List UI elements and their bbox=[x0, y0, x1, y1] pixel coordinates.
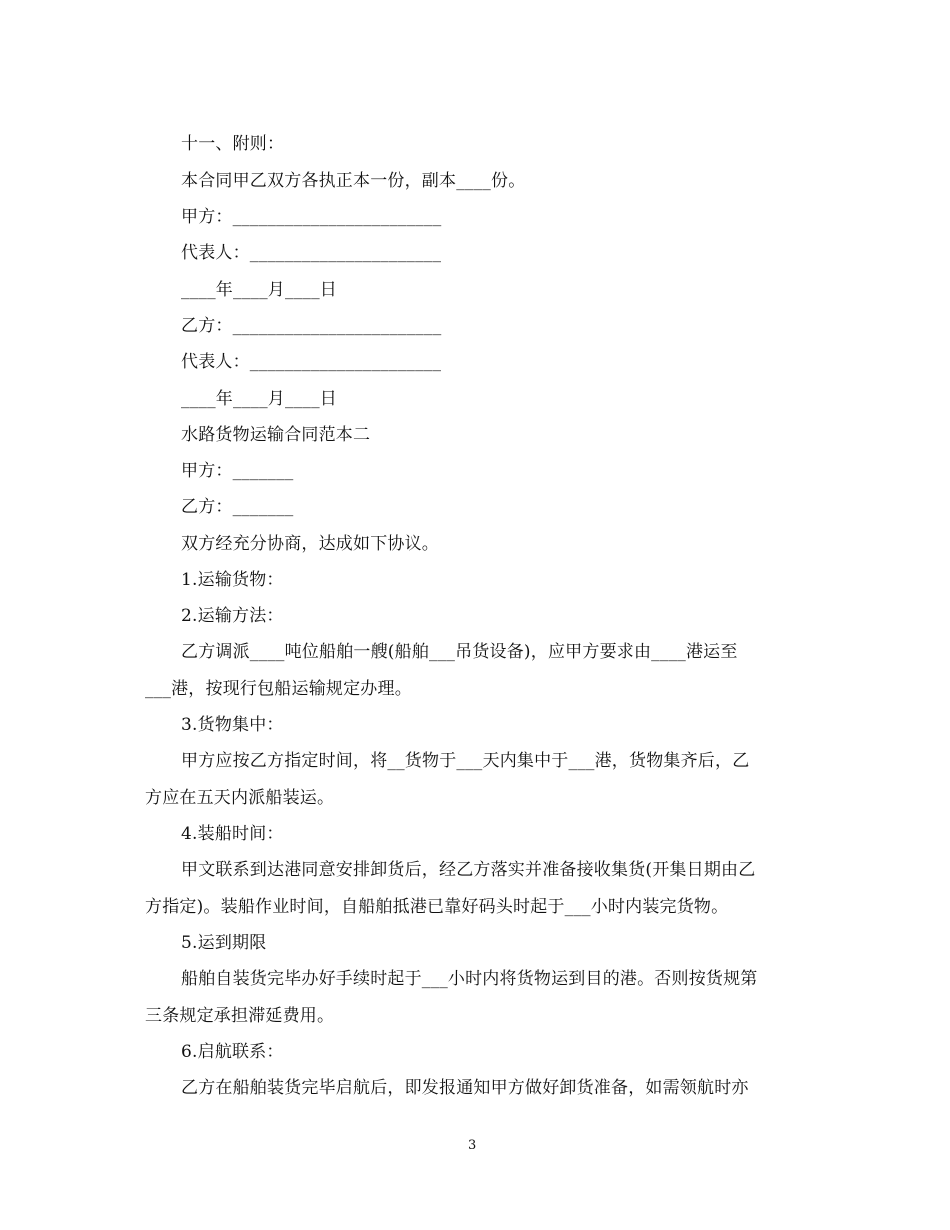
agreement-intro: 双方经充分协商，达成如下协议。 bbox=[181, 534, 439, 554]
party-a-signature-line: 甲方：________________________ bbox=[181, 207, 442, 227]
contract-template-title: 水路货物运输合同范本二 bbox=[181, 425, 371, 445]
goods-collection-paragraph-line: 甲方应按乙方指定时间，将__货物于___天内集中于___港，货物集齐后，乙 bbox=[181, 751, 750, 771]
clause-heading-departure-contact: 6.启航联系： bbox=[181, 1042, 284, 1062]
clause-heading-transport-method: 2.运输方法： bbox=[181, 606, 284, 626]
party-a-field: 甲方：_______ bbox=[181, 461, 294, 481]
page-number: 3 bbox=[468, 1138, 477, 1153]
loading-time-paragraph-line: 方指定)。装船作业时间，自船舶抵港已靠好码头时起于___小时内装完货物。 bbox=[145, 897, 729, 917]
loading-time-paragraph-line: 甲文联系到达港同意安排卸货后，经乙方落实并准备接收集货(开集日期由乙 bbox=[181, 860, 756, 880]
party-b-signature-line: 乙方：________________________ bbox=[181, 316, 442, 336]
copies-clause: 本合同甲乙双方各执正本一份，副本____份。 bbox=[181, 171, 526, 191]
clause-heading-goods-collection: 3.货物集中： bbox=[181, 715, 284, 735]
clause-heading-transported-goods: 1.运输货物： bbox=[181, 570, 284, 590]
transport-method-paragraph-line: 乙方调派____吨位船舶一艘(船舶___吊货设备)，应甲方要求由____港运至 bbox=[181, 642, 738, 662]
departure-contact-paragraph-line: 乙方在船舶装货完毕启航后，即发报通知甲方做好卸货准备，如需领航时亦 bbox=[181, 1078, 749, 1098]
transport-method-paragraph-line: ___港，按现行包船运输规定办理。 bbox=[145, 679, 412, 699]
party-a-date-line: ____年____月____日 bbox=[181, 280, 337, 300]
party-b-field: 乙方：_______ bbox=[181, 497, 294, 517]
delivery-deadline-paragraph-line: 船舶自装货完毕办好手续时起于___小时内将货物运到目的港。否则按货规第 bbox=[181, 969, 758, 989]
clause-heading-loading-time: 4.装船时间： bbox=[181, 824, 284, 844]
clause-heading-delivery-deadline: 5.运到期限 bbox=[181, 933, 267, 953]
party-b-date-line: ____年____月____日 bbox=[181, 389, 337, 409]
party-a-representative-line: 代表人：______________________ bbox=[181, 243, 442, 263]
party-b-representative-line: 代表人：______________________ bbox=[181, 352, 442, 372]
delivery-deadline-paragraph-line: 三条规定承担滞延费用。 bbox=[145, 1006, 335, 1026]
goods-collection-paragraph-line: 方应在五天内派船装运。 bbox=[145, 788, 335, 808]
section-heading-appendix: 十一、附则： bbox=[181, 134, 285, 154]
